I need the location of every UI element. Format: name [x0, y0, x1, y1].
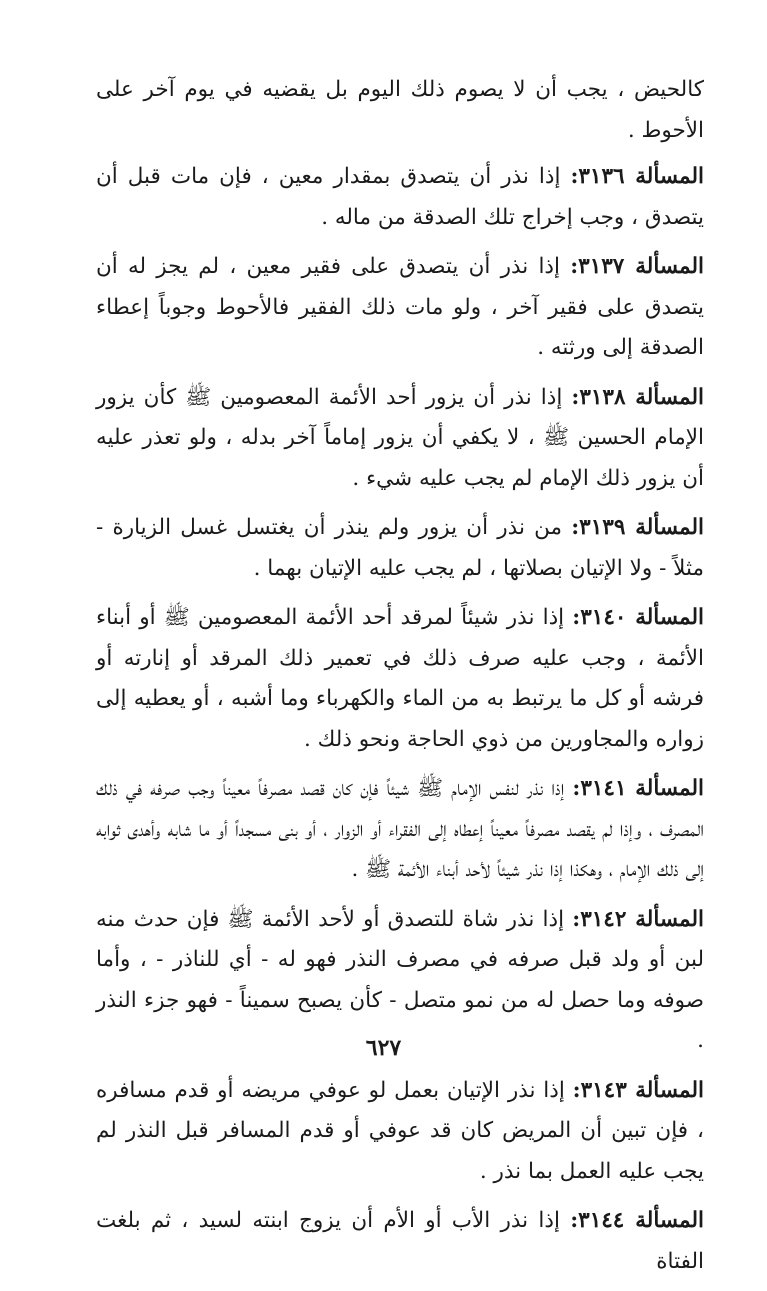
issue-label: المسألة ٣١٣٨: — [571, 384, 704, 410]
issue-text: إذا نذر أن يتصدق على فقير معين ، لم يجز له أن يتصدق على فقير آخر ، ولو مات ذلك الفقير فالأحوط وجوباً إعطاء الصدقة إلى ورثته . — [96, 254, 704, 360]
issue-label: المسألة ٣١٤٣: — [572, 1077, 704, 1103]
issue-label: المسألة ٣١٣٧: — [570, 254, 704, 279]
issue-text: إذا نذر شاة للتصدق أو لأحد الأئمة ﷺ فإن حدث منه لبن أو ولد قبل صرفه في مصرف النذر فهو له - أي للناذر - ، وأما صوفه وما حصل له من نمو متصل - كأن يصبح سميناً - فهو جزء النذر . — [96, 906, 704, 1053]
issue-text: إذا نذر أن يتصدق بمقدار معين ، فإن مات قبل أن يتصدق ، وجب إخراج تلك الصدقة من ماله . — [96, 164, 704, 230]
issue-label: المسألة ٣١٣٦: — [570, 164, 704, 189]
document-body — [96, 70, 704, 1291]
issue-3138 — [96, 378, 704, 500]
issue-text: إذا نذر شيئاً لمرقد أحد الأئمة المعصومين ﷺ أو أبناء الأئمة ، وجب عليه صرف ذلك في تعمير ذلك المرقد أو إنارته أو فرشه أو كل ما يرتبط به من الماء والكهرباء وما أشبه ، أو يعطيه إلى زواره والمجاورين من ذوي الحاجة ونحو ذلك . — [96, 605, 704, 752]
issue-3141 — [96, 769, 704, 891]
issue-3140 — [96, 598, 704, 760]
paragraph-continuation — [96, 70, 704, 151]
issue-text: إذا نذر الإتيان بعمل لو عوفي مريضه أو قدم مسافره ، فإن تبين أن المريض كان قد عوفي أو قدم المسافر قبل النذر لم يجب عليه العمل بما نذر . — [96, 1077, 704, 1184]
issue-3139 — [96, 508, 704, 589]
issue-3137 — [96, 247, 704, 369]
issue-text: إذا نذر أن يزور أحد الأئمة المعصومين ﷺ كأن يزور الإمام الحسين ﷺ ، لا يكفي أن يزور إماماً آخر بدله ، ولو تعذر عليه أن يزور ذلك الإمام لم يجب عليه شيء . — [96, 384, 704, 491]
issue-text: إذا نذر لنفس الإمام ﷺ شيئاً فإن كان قصد مصرفاً معيناً وجب صرفه في ذلك المصرف ، وإذا لم يقصد مصرفاً معيناً إعطاه إلى الفقراء أو الزوار ، أو بنى مسجداً أو ما شابه وأهدى ثوابه إلى ذلك الإمام ، وهكذا إذا نذر شيئاً لأحد أبناء الأئمة ﷺ . — [96, 776, 704, 882]
issue-text: إذا نذر الأب أو الأم أن يزوج ابنته لسيد ، ثم بلغت الفتاة — [96, 1208, 704, 1274]
issue-label: المسألة ٣١٤٤: — [570, 1208, 705, 1233]
issue-3143 — [96, 1071, 704, 1193]
issue-3136 — [96, 157, 704, 238]
issue-label: المسألة ٣١٤١: — [572, 776, 704, 801]
issue-label: المسألة ٣١٤٠: — [572, 605, 704, 630]
issue-label: المسألة ٣١٣٩: — [571, 515, 704, 540]
issue-label: المسألة ٣١٤٢: — [572, 906, 704, 932]
paragraph-text: كالحيض ، يجب أن لا يصوم ذلك اليوم بل يقضيه في يوم آخر على الأحوط . — [96, 77, 704, 143]
page-number: ٦٢٧ — [365, 1035, 402, 1061]
issue-3144 — [96, 1201, 704, 1282]
issue-text: من نذر أن يزور ولم ينذر أن يغتسل غسل الزيارة - مثلاً - ولا الإتيان بصلاتها ، لم يجب عليه الإتيان بهما . — [96, 515, 704, 581]
